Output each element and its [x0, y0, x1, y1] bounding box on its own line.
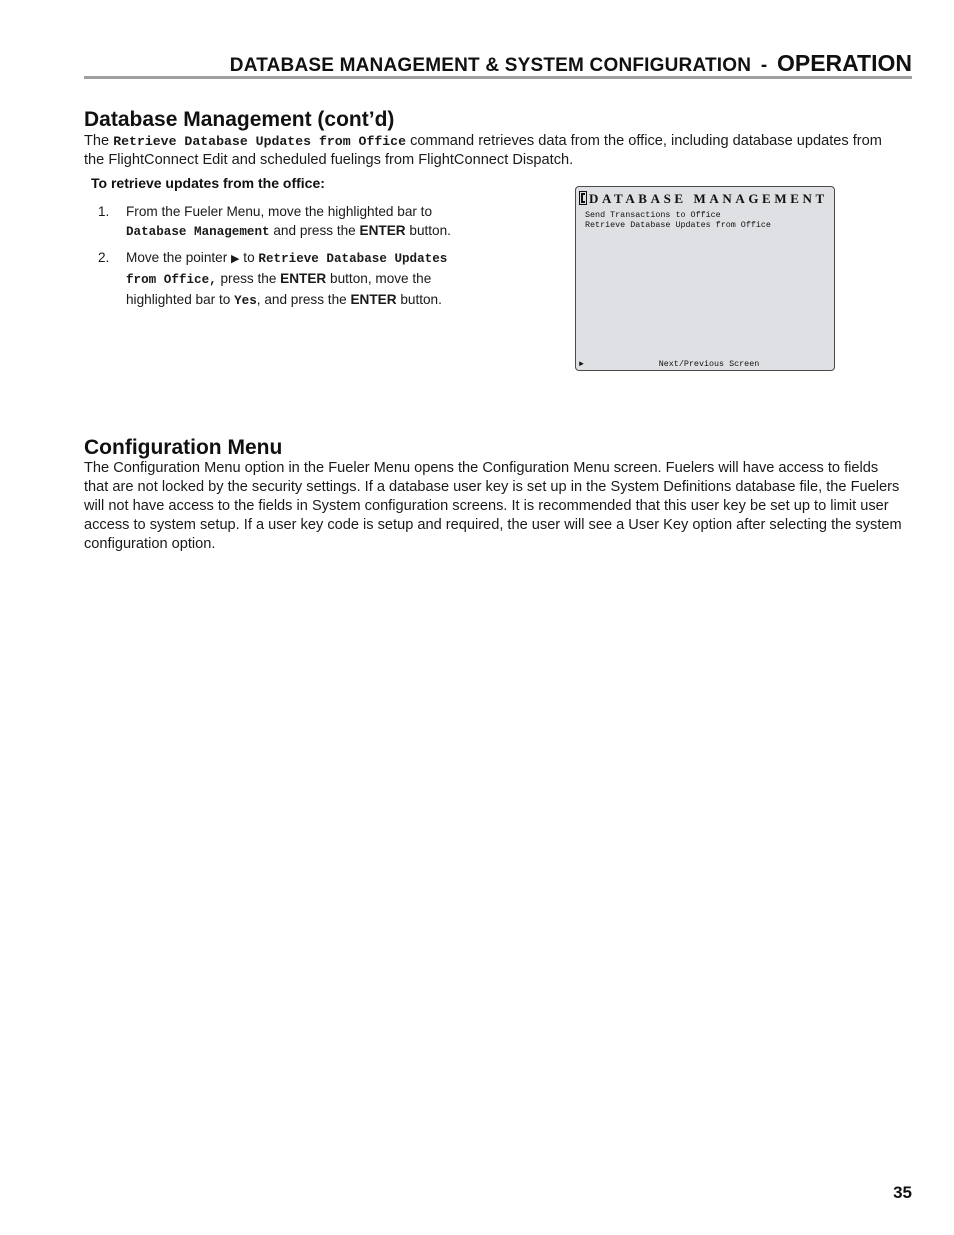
- screen-footer-label: Next/Previous Screen: [658, 359, 760, 369]
- screen-cursor-icon: [579, 191, 587, 205]
- header-chapter-title: OPERATION: [776, 50, 912, 76]
- menu-item-code: Retrieve Database Updates from Office,: [126, 252, 448, 287]
- header-rule: [84, 76, 912, 79]
- step-text: Move the pointer ▶ to Retrieve Database Updates from Office, press the ENTER button, move the highlighted bar to Yes, and press the ENTER button.: [126, 250, 448, 308]
- procedure-title: To retrieve updates from the office:: [91, 175, 325, 191]
- step-number: 2.: [98, 250, 110, 265]
- section-heading-database-management: Database Management (cont’d): [84, 108, 395, 131]
- screen-menu-item: Send Transactions to Office: [585, 210, 721, 220]
- screen-menu-list: [585, 210, 771, 230]
- menu-item-code: Database Management: [126, 225, 270, 239]
- enter-key-label: ENTER: [359, 223, 406, 238]
- page-number: 35: [893, 1183, 912, 1202]
- command-name: Retrieve Database Updates from Office: [113, 134, 407, 149]
- procedure-step: [98, 202, 478, 242]
- database-management-intro: The Retrieve Database Updates from Office command retrieves data from the office, including database updates from the FlightConnect Edit and scheduled fuelings from FlightConnect Dispatch.: [84, 133, 882, 168]
- option-code: Yes: [234, 294, 257, 308]
- pointer-icon: ►: [579, 360, 584, 369]
- step-text: From the Fueler Menu, move the highlighted bar to Database Management and press the ENTER button.: [126, 204, 451, 239]
- step-number: 1.: [98, 204, 110, 219]
- header-section-title: DATABASE MANAGEMENT & SYSTEM CONFIGURATION: [229, 55, 752, 76]
- screen-footer: [579, 359, 829, 369]
- screen-title: DATABASE MANAGEMENT: [579, 191, 828, 207]
- procedure-step: [98, 248, 478, 311]
- header-separator: -: [760, 55, 768, 76]
- enter-key-label: ENTER: [280, 271, 327, 286]
- pointer-arrow-icon: ▶: [231, 253, 240, 265]
- configuration-menu-body: The Configuration Menu option in the Fueler Menu opens the Configuration Menu screen. Fuelers will have access to fields that are not locked by the security settings. If a database user key is set up in the System Definitions database file, the Fuelers will not have access to the fields in System configuration screens. It is recommended that this user key be set up to limit user access to system setup. If a user key code is setup and required, the user will see a User Key option after selecting the system configuration option.: [84, 460, 902, 552]
- section-heading-configuration-menu: Configuration Menu: [84, 436, 283, 459]
- screen-menu-item: Retrieve Database Updates from Office: [585, 220, 771, 230]
- database-management-screen: [575, 186, 835, 371]
- page-header: [84, 50, 912, 77]
- enter-key-label: ENTER: [350, 292, 397, 307]
